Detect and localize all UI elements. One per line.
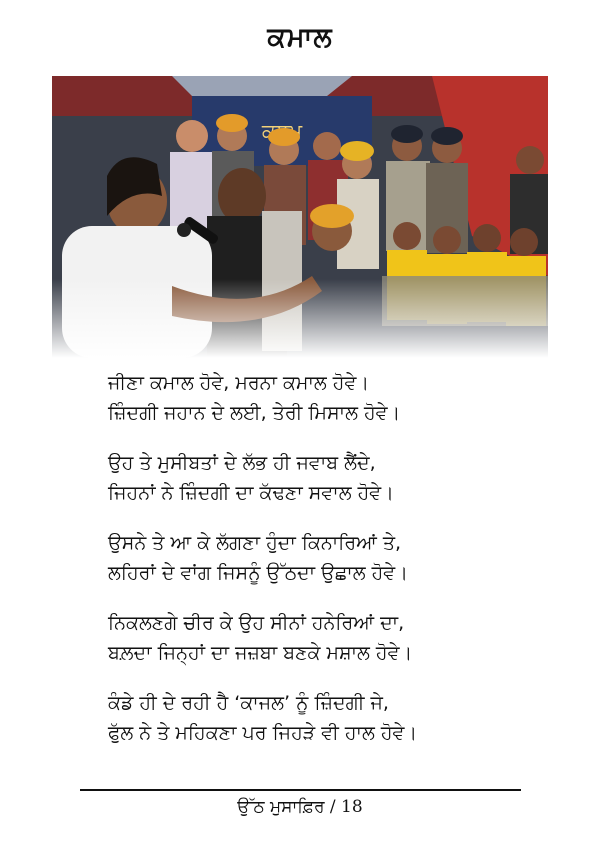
poem [108,368,568,768]
poem-line: ਜੀਣਾ ਕਮਾਲ ਹੋਵੇ, ਮਰਨਾ ਕਮਾਲ ਹੋਵੇ। [108,372,370,394]
event-photo [52,76,548,358]
page-footer: ਉੱਠ ਮੁਸਾਫ਼ਿਰ / 18 [237,797,363,817]
stanza-3 [108,528,568,588]
poem-line: ਬਲ਼ਦਾ ਜਿਨ੍ਹਾਂ ਦਾ ਜਜ਼ਬਾ ਬਣਕੇ ਮਸ਼ਾਲ ਹੋਵੇ। [108,642,413,664]
poem-line: ਨਿਕਲਣਗੇ ਚੀਰ ਕੇ ਉਹ ਸੀਨਾਂ ਹਨੇਰਿਆਂ ਦਾ, [108,612,405,634]
poem-line: ਕੰਡੇ ਹੀ ਦੇ ਰਹੀ ਹੈ ‘ਕਾਜਲ’ ਨੂੰ ਜ਼ਿੰਦਗੀ ਜੇ, [108,692,389,714]
page-title: ਕਮਾਲ [267,22,333,53]
stanza-1 [108,368,568,428]
poem-line: ਉਹ ਤੇ ਮੁਸੀਬਤਾਂ ਦੇ ਲੱਭ ਹੀ ਜਵਾਬ ਲੈਂਦੇ, [108,452,376,474]
poem-line: ਉਸਨੇ ਤੇ ਆ ਕੇ ਲੱਗਣਾ ਹੁੰਦਾ ਕਿਨਾਰਿਆਂ ਤੇ, [108,532,402,554]
stage-illustration [52,76,548,358]
poem-line: ਲਹਿਰਾਂ ਦੇ ਵਾਂਗ ਜਿਸਨੂੰ ਉੱਠਦਾ ਉਛਾਲ ਹੋਵੇ। [108,562,408,584]
footer-divider [80,789,521,791]
stanza-5 [108,688,568,748]
poem-line: ਜ਼ਿੰਦਗੀ ਜਹਾਨ ਦੇ ਲਈ, ਤੇਰੀ ਮਿਸਾਲ ਹੋਵੇ। [108,402,401,424]
poem-line: ਜਿਹਨਾਂ ਨੇ ਜ਼ਿੰਦਗੀ ਦਾ ਕੱਢਣਾ ਸਵਾਲ ਹੋਵੇ। [108,482,394,504]
stanza-4 [108,608,568,668]
poem-line: ਫੁੱਲ ਨੇ ਤੇ ਮਹਿਕਣਾ ਪਰ ਜਿਹੜੇ ਵੀ ਹਾਲ ਹੋਵੇ। [108,722,418,744]
stanza-2 [108,448,568,508]
